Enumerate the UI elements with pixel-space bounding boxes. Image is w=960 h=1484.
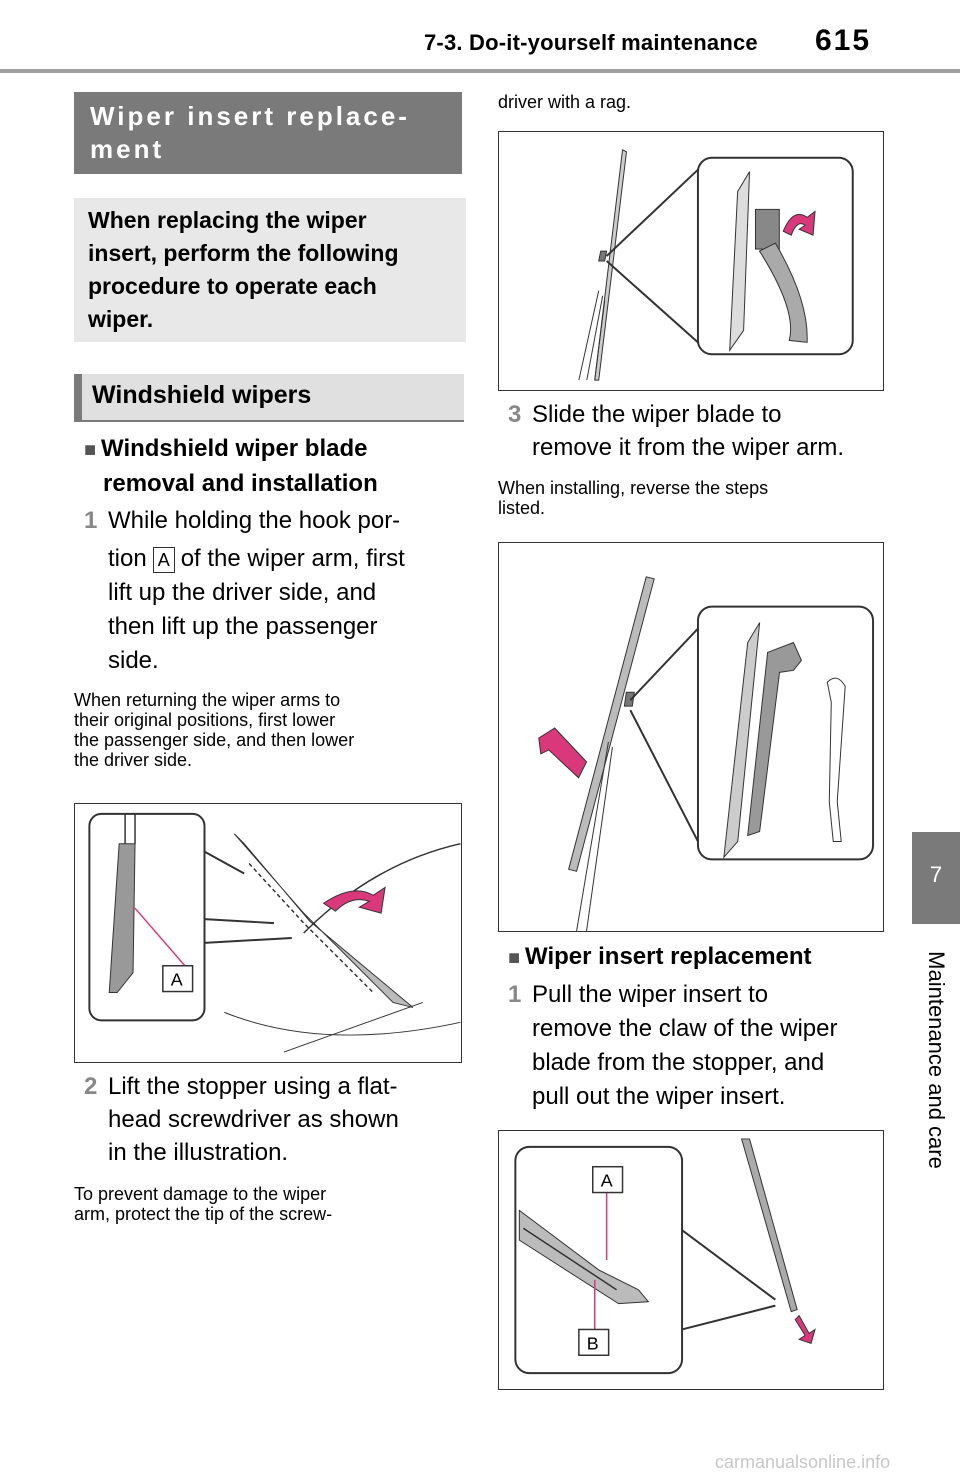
- removal-step-2: 2 Lift the stopper using a flat- head screwdriver as shown in the illustration.: [84, 1070, 464, 1169]
- figure-slide-wiper-blade: [498, 542, 884, 932]
- removal-note-2: To prevent damage to the wiper arm, protect the tip of the screw-: [74, 1184, 333, 1224]
- topic-banner: [74, 92, 462, 174]
- intro-line4: wiper.: [88, 306, 154, 332]
- insert-heading: ■ Wiper insert replacement: [508, 940, 812, 975]
- header-title: 7-3. Do-it-yourself maintenance: [424, 30, 758, 55]
- step-number: 1: [84, 507, 98, 534]
- figure-lift-wiper-arm: [74, 803, 462, 1063]
- bullet-square-icon: ■: [84, 439, 97, 461]
- watermark: carmanualsonline.info: [715, 1452, 891, 1472]
- label-a-marker: A: [153, 547, 175, 573]
- topic-banner-line1: Wiper insert replace-: [90, 101, 410, 131]
- header-rule: [0, 69, 960, 73]
- step-number: 1: [508, 981, 522, 1008]
- removal-step-3: 3 Slide the wiper blade to remove it from the wiper arm.: [508, 398, 888, 464]
- removal-note-3: When installing, reverse the steps listed.: [498, 478, 769, 518]
- bullet-square-icon: ■: [508, 947, 521, 969]
- wiper-insert-illustration: [499, 1131, 883, 1389]
- topic-banner-line2: ment: [90, 134, 165, 164]
- section-heading: Windshield wipers: [74, 374, 464, 422]
- intro-line1: When replacing the wiper: [88, 207, 367, 233]
- chapter-side-label: Maintenance and care: [924, 951, 949, 1169]
- slide-blade-illustration: [499, 543, 883, 931]
- step-number: 2: [84, 1073, 98, 1100]
- removal-heading: ■ Windshield wiper blade removal and installation: [84, 435, 378, 497]
- step-number: 3: [508, 401, 522, 428]
- wiper-arm-illustration: [75, 804, 461, 1062]
- removal-step-1: 1 While holding the hook por- tion A of the wiper arm, first lift up the driver side, and then lift up the passenger side.: [84, 504, 464, 678]
- stopper-illustration: [499, 132, 883, 390]
- figure-lift-stopper: [498, 131, 884, 391]
- figure-label-a: A: [170, 969, 183, 990]
- removal-note-2-continued: driver with a rag.: [498, 92, 632, 112]
- intro-line3: procedure to operate each: [88, 273, 377, 299]
- figure-pull-wiper-insert: [498, 1130, 884, 1390]
- intro-line2: insert, perform the following: [88, 240, 399, 266]
- insert-step-1: 1 Pull the wiper insert to remove the claw of the wiper blade from the stopper, and pull out the wiper insert.: [508, 978, 888, 1114]
- figure-label-a: A: [600, 1170, 613, 1191]
- chapter-tab-number: 7: [929, 862, 943, 887]
- removal-note-1: When returning the wiper arms to their original positions, first lower the passenger side, and then lower the driver side.: [74, 690, 355, 770]
- chapter-tab: [912, 832, 960, 924]
- page-number: 615: [815, 24, 872, 57]
- intro-box: [74, 198, 466, 342]
- figure-label-b: B: [586, 1333, 599, 1354]
